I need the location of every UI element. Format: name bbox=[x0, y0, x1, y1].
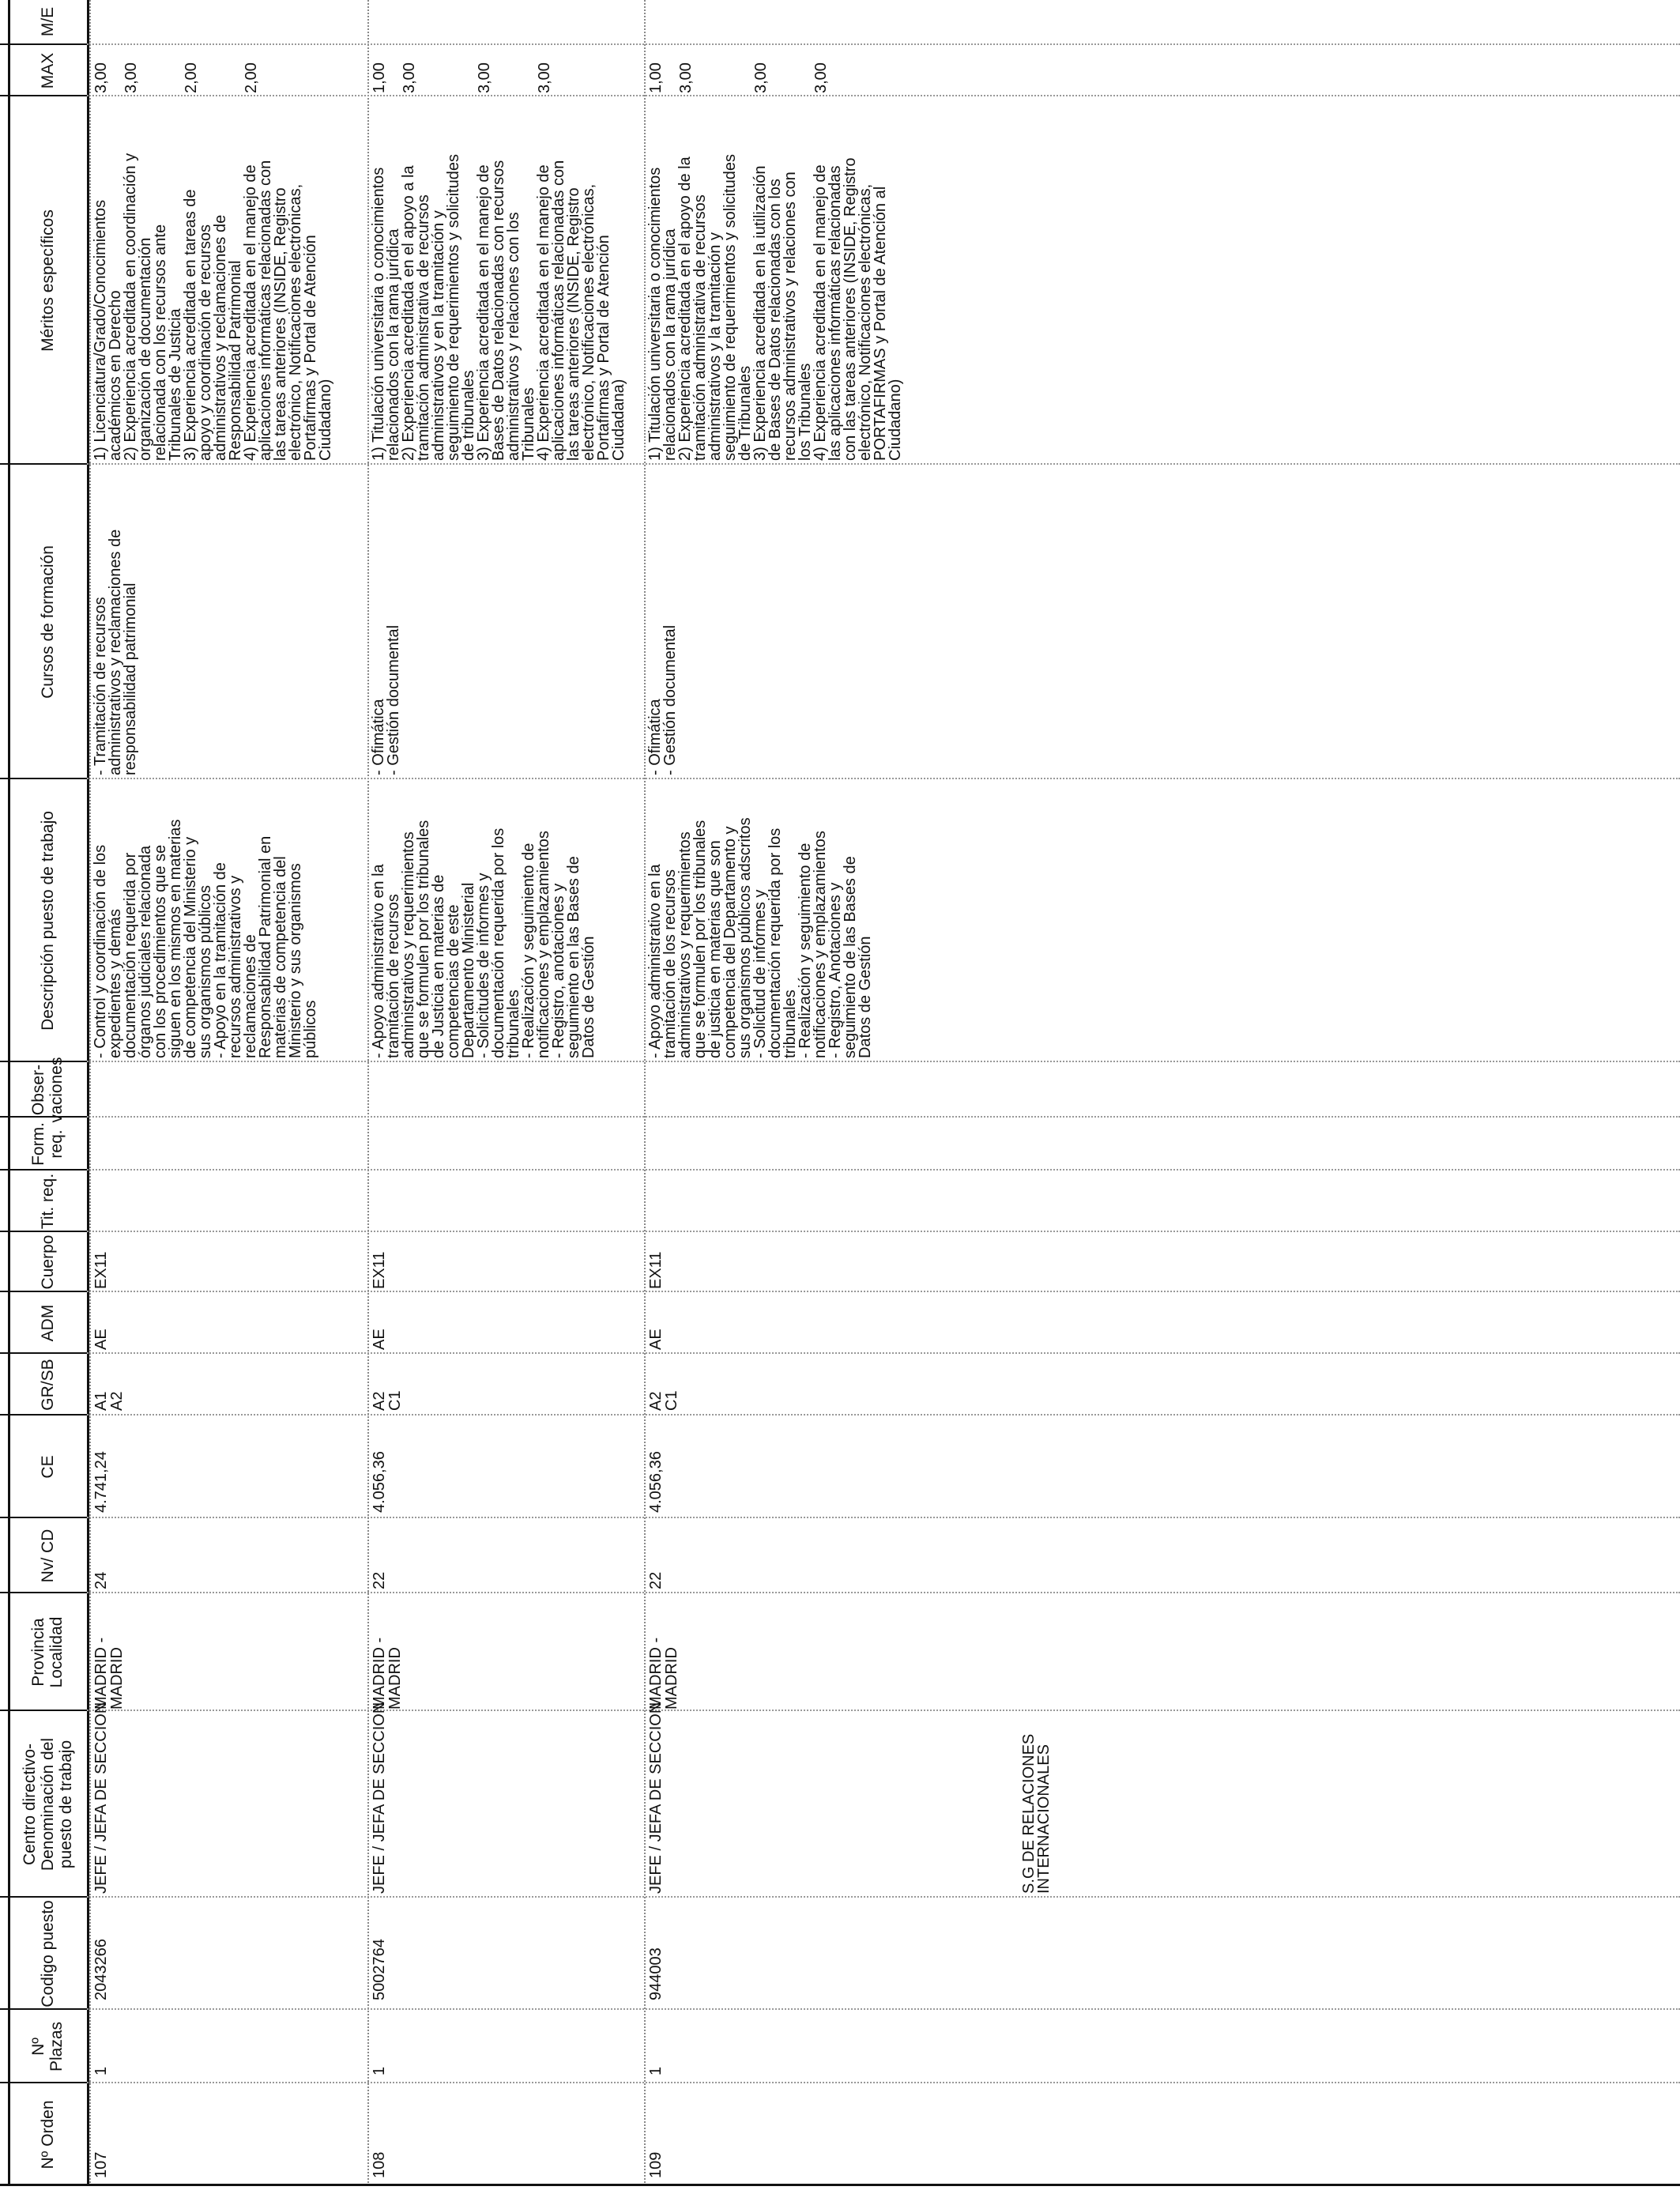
header-codigo: Codigo puesto bbox=[38, 1900, 57, 2007]
col-divider-dotted bbox=[87, 1061, 1680, 1062]
header-nivel: Nv/ CD bbox=[38, 1529, 57, 1583]
col-divider-dotted bbox=[87, 2008, 1680, 2010]
row-cursos: - Tramitación de recursos administrativos y reclamaciones de responsabilidad patrimonial bbox=[92, 529, 139, 775]
row-cursos: - Ofimática - Gestión documental bbox=[646, 624, 679, 775]
merito-item: 1) Titulación universitaria o conocimientos relacionados con la rama jurídica bbox=[370, 167, 402, 461]
merito-max: 3,00 bbox=[476, 62, 493, 93]
merito-max: 3,00 bbox=[401, 62, 418, 93]
col-divider bbox=[0, 2082, 87, 2083]
header-cursos: Cursos de formación bbox=[38, 545, 57, 699]
col-divider bbox=[0, 778, 87, 779]
header-form: Form. req. bbox=[29, 1122, 66, 1166]
header-ce: CE bbox=[38, 1455, 57, 1479]
row-nivel: 22 bbox=[371, 1571, 388, 1589]
row-ce: 4.741,24 bbox=[92, 1451, 110, 1513]
row-separator bbox=[367, 0, 369, 2186]
merito-item: 2) Experiencia acreditada en el apoyo a la tramitación administrativa de recursos administrativos y en la tramitación y seguimiento de requerimientos y solicitudes de tribunales bbox=[400, 154, 477, 461]
merito-max: 2,00 bbox=[183, 62, 200, 93]
row-provincia: MADRID - MADRID bbox=[371, 1637, 404, 1710]
row-grupo: A2 C1 bbox=[371, 1390, 404, 1411]
row-cuerpo: EX11 bbox=[92, 1251, 110, 1289]
row-codigo: 5002764 bbox=[371, 1939, 388, 2000]
row-ce: 4.056,36 bbox=[371, 1451, 388, 1513]
col-divider-dotted bbox=[87, 1710, 1680, 1711]
merito-max: 1,00 bbox=[371, 62, 388, 93]
row-descripcion: - Apoyo administrativo en la tramitación de los recursos administrativos y requerimientos que se formulen por los tribunales de justicia en materias que son competencia del Departamento y sus organismos públicos adscritos - Solicitud de informes y documentación requerida por los tribunales - Realización y seguimiento de notificaciones y emplazamientos - Registro, Anotaciones y seguimiento de las Bases de Datos de Gestión bbox=[646, 817, 874, 1058]
header-cuerpo: Cuerpo bbox=[38, 1235, 57, 1290]
col-divider bbox=[0, 1231, 87, 1232]
row-nivel: 22 bbox=[647, 1571, 665, 1589]
col-divider bbox=[0, 1414, 87, 1416]
table-left-border bbox=[0, 2184, 1680, 2186]
col-divider-dotted bbox=[87, 1896, 1680, 1898]
row-descripcion: - Control y coordinación de los expedientes y demás documentación requerida por órganos judiciales relacionada con los procedimientos que se siguen en los mismos en materias de competencia del Ministerio y sus organismos públicos - Apoyo en la tramitación de recursos administrativos y reclamaciones de Responsabilidad Patrimonial en materias de competencia del Ministerio y sus organismos públicos bbox=[92, 819, 319, 1058]
col-divider bbox=[0, 1352, 87, 1354]
merito-max: 2,00 bbox=[243, 62, 260, 93]
row-orden: 108 bbox=[371, 2151, 388, 2178]
merito-item: 4) Experiencia acreditada en el manejo de aplicaciones informáticas relacionadas con las tareas anteriores (INSIDE, Registro electrónico, Notificaciones electrónicas, Portafirmas y Portal de Atención Ciudadana) bbox=[535, 160, 627, 461]
merito-item: 1) Licenciatura/Grado/Conocimientos académicos en Derecho bbox=[92, 199, 124, 461]
col-divider bbox=[0, 1291, 87, 1292]
row-plazas: 1 bbox=[92, 2066, 110, 2075]
col-divider-dotted bbox=[87, 778, 1680, 779]
row-provincia: MADRID - MADRID bbox=[647, 1637, 680, 1710]
merito-item: 3) Experiencia acreditada en la iutilización de Bases de Datos relacionadas con los recursos administrativos y relaciones con los Tribunales bbox=[751, 165, 814, 461]
row-codigo: 2043266 bbox=[92, 1939, 110, 2000]
row-meritos bbox=[648, 97, 903, 461]
row-adm: AE bbox=[92, 1329, 110, 1350]
header-adm: ADM bbox=[38, 1304, 57, 1342]
col-divider-dotted bbox=[87, 1592, 1680, 1593]
row-plazas: 1 bbox=[647, 2066, 665, 2075]
col-divider-dotted bbox=[87, 1414, 1680, 1416]
merito-item: 1) Titulación universitaria o conocimientos relacionados con la rama jurídica bbox=[646, 167, 679, 461]
merito-item: 3) Experiencia acreditada en tareas de apoyo y coordinación de recursos administrativos y reclamaciones de Responsabilidad Patrimonial bbox=[182, 189, 244, 461]
merito-max: 3,00 bbox=[92, 62, 110, 93]
row-separator bbox=[644, 0, 646, 2186]
col-divider-dotted bbox=[87, 1517, 1680, 1518]
col-divider-dotted bbox=[87, 1352, 1680, 1354]
header-plazas: Nº Plazas bbox=[29, 2021, 66, 2072]
merito-item: 2) Experiencia acreditada en coordinación y organización de documentación relacionada con los recursos ante Tribunales de Justicia bbox=[122, 153, 184, 461]
header-meritos: Méritos específicos bbox=[38, 209, 57, 352]
col-divider bbox=[0, 463, 87, 465]
merito-max: 3,00 bbox=[677, 62, 695, 93]
row-meritos bbox=[93, 97, 333, 461]
header-centro: Centro directivo- Denominación del puesto de trabajo bbox=[20, 1737, 75, 1872]
header-provincia: Provincia Localidad bbox=[29, 1616, 66, 1688]
row-adm: AE bbox=[647, 1329, 665, 1350]
header-tit: Tit. req. bbox=[38, 1173, 57, 1230]
row-nivel: 24 bbox=[92, 1571, 110, 1589]
col-divider-dotted bbox=[87, 1291, 1680, 1292]
row-orden: 109 bbox=[647, 2151, 665, 2178]
col-divider-dotted bbox=[87, 1116, 1680, 1118]
col-divider-dotted bbox=[87, 1169, 1680, 1171]
col-divider-dotted bbox=[87, 95, 1680, 96]
merito-max: 3,00 bbox=[536, 62, 553, 93]
row-codigo: 944003 bbox=[647, 1947, 665, 2000]
header-max: MAX bbox=[38, 52, 57, 89]
row-grupo: A2 C1 bbox=[647, 1390, 680, 1411]
col-divider bbox=[0, 95, 87, 96]
col-divider-dotted bbox=[87, 1231, 1680, 1232]
row-separator bbox=[89, 0, 91, 2186]
row-grupo: A1 A2 bbox=[92, 1391, 126, 1411]
col-divider bbox=[0, 2008, 87, 2010]
section-heading: S.G DE RELACIONES INTERNACIONALES bbox=[1020, 1733, 1053, 1894]
row-adm: AE bbox=[371, 1329, 388, 1350]
header-orden: Nº Orden bbox=[38, 2100, 57, 2169]
col-divider-dotted bbox=[87, 43, 1680, 45]
col-divider-dotted bbox=[87, 2082, 1680, 2083]
row-orden: 107 bbox=[92, 2151, 110, 2178]
col-divider bbox=[0, 1896, 87, 1898]
col-divider bbox=[0, 1517, 87, 1518]
merito-item: 4) Experiencia acreditada en el manejo de las aplicaciones informáticas relacionadas con las tareas anteriores (INSIDE, Registro electrónico, Notificaciones electrónicas, PORTAFIRMAS y Portal de Atención al Ciudadano) bbox=[812, 157, 904, 461]
col-divider bbox=[0, 43, 87, 45]
merito-max: 1,00 bbox=[647, 62, 665, 93]
col-divider bbox=[0, 1169, 87, 1171]
header-obs: Obser- vaciones bbox=[29, 1057, 66, 1123]
row-provincia: MADRID - MADRID bbox=[92, 1637, 126, 1710]
row-ce: 4.056,36 bbox=[647, 1451, 665, 1513]
merito-item: 3) Experiencia acreditada en el manejo de Bases de Datos relacionadas con recursos administrativos y relaciones con los Tribunales bbox=[475, 160, 537, 461]
header-grupo: GR/SB bbox=[38, 1359, 57, 1411]
row-meritos bbox=[371, 97, 627, 461]
row-descripcion: - Apoyo administrativo en la tramitación de recursos administrativos y requerimientos que se formulen por los tribunales de Justicia en materias de competencias de este Departamento Ministerial - Solicitudes de informes y documentación requerida por los tribunales - Realización y seguimiento de notificaciones y emplazamientos - Registro, anotaciones y seguimiento en las Bases de Datos de Gestión bbox=[370, 820, 597, 1058]
merito-max: 3,00 bbox=[122, 62, 140, 93]
col-divider bbox=[0, 1592, 87, 1593]
merito-max: 3,00 bbox=[812, 62, 830, 93]
col-divider bbox=[0, 1710, 87, 1711]
row-cuerpo: EX11 bbox=[647, 1251, 665, 1289]
merito-item: 4) Experiencia acreditada en el manejo de aplicaciones informáticas relacionadas con las tareas anteriores (INSIDE, Registro electrónico, Notificaciones electrónicas, Portafirmas y Portal de Atención Ciudadano) bbox=[242, 160, 334, 461]
row-cursos: - Ofimática - Gestión documental bbox=[370, 624, 402, 775]
merito-max: 3,00 bbox=[752, 62, 770, 93]
row-denominacion: JEFE / JEFA DE SECCION bbox=[371, 1702, 388, 1894]
header-descripcion: Descripción puesto de trabajo bbox=[38, 811, 57, 1031]
col-divider-dotted bbox=[87, 463, 1680, 465]
merito-item: 2) Experiencia acreditada en el apoyo de la tramitación administrativa de recursos administrativos y la tramitación y seguimiento de requerimientos y solicitudes de Tribunales bbox=[676, 154, 754, 461]
row-denominacion: JEFE / JEFA DE SECCION bbox=[647, 1702, 665, 1894]
row-plazas: 1 bbox=[371, 2066, 388, 2075]
header-me: M/E bbox=[38, 6, 57, 37]
row-cuerpo: EX11 bbox=[371, 1251, 388, 1289]
row-denominacion: JEFE / JEFA DE SECCION bbox=[92, 1702, 110, 1894]
